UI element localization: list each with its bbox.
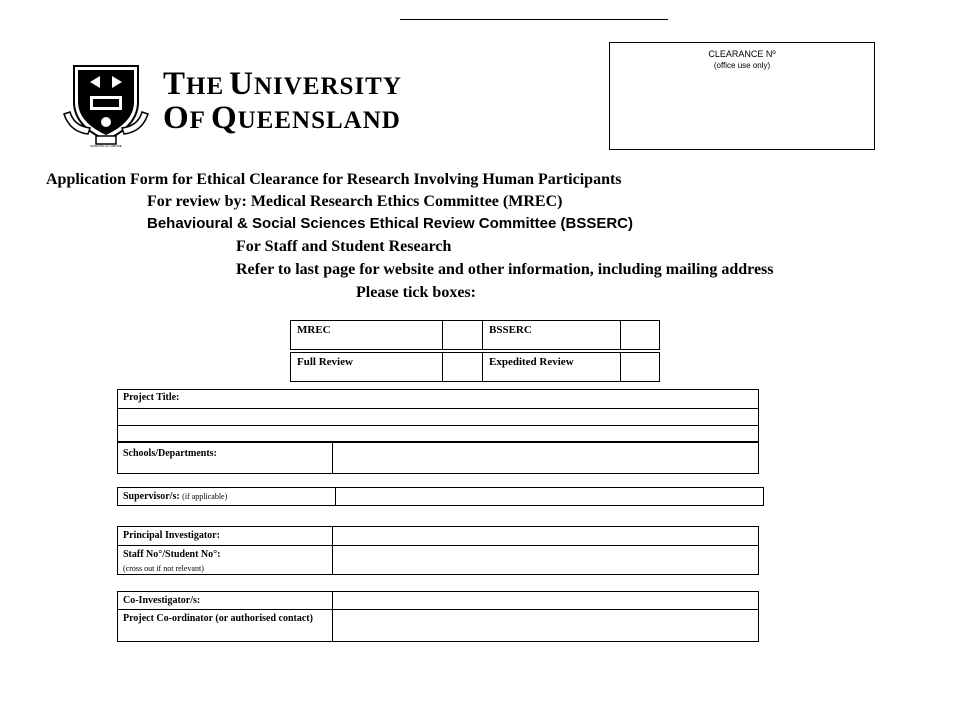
clearance-box [609,42,875,150]
schools-label: Schools/Departments: [118,443,333,473]
full-review-checkbox[interactable] [443,353,483,381]
university-crest-icon [60,62,152,148]
clearance-subtitle: (office use only) [713,61,771,70]
project-title-input-1[interactable] [118,408,758,425]
mrec-checkbox[interactable] [443,321,483,349]
review-by-heading: For review by: Medical Research Ethics Committee (MREC) [147,193,563,210]
clearance-title: CLEARANCE Nº [708,49,776,59]
project-title-table [117,389,759,442]
expedited-review-label: Expedited Review [483,353,621,381]
form-title: Application Form for Ethical Clearance for Research Involving Human Participants [46,171,622,188]
schools-table [117,442,759,474]
co-investigator-table [117,591,759,642]
principal-investigator-label: Principal Investigator: [118,527,333,545]
co-investigator-label: Co-Investigator/s: [118,592,333,609]
top-rule [400,19,668,20]
bsserc-checkbox[interactable] [621,321,659,349]
project-title-input-2[interactable] [118,425,758,441]
supervisor-label: Supervisor/s: (if applicable) [118,488,336,505]
staff-no-input[interactable] [333,546,758,574]
bsserc-heading: Behavioural & Social Sciences Ethical Review Committee (BSSERC) [147,215,633,232]
principal-investigator-table [117,526,759,575]
project-coordinator-input[interactable] [333,610,758,641]
university-name-line2: OF QUEENSLAND [163,100,401,136]
supervisor-table [117,487,764,506]
university-name-line1: THE UNIVERSITY [163,66,402,102]
bsserc-label: BSSERC [483,321,621,349]
crest-motto: SCIENTIA AC LABORE [90,144,122,148]
mrec-label: MREC [291,321,443,349]
co-investigator-input[interactable] [333,592,758,609]
staff-student-heading: For Staff and Student Research [236,238,452,255]
schools-input[interactable] [333,443,758,473]
full-review-label: Full Review [291,353,443,381]
project-title-label: Project Title: [123,392,180,403]
staff-no-label: Staff No°/Student No°: (cross out if not relevant) [118,546,333,574]
supervisor-input[interactable] [336,488,763,505]
committee-tick-table [290,320,660,350]
tick-boxes-heading: Please tick boxes: [356,284,476,301]
principal-investigator-input[interactable] [333,527,758,545]
review-type-tick-table [290,352,660,382]
project-coordinator-label: Project Co-ordinator (or authorised contact) [118,610,333,641]
expedited-review-checkbox[interactable] [621,353,659,381]
refer-heading: Refer to last page for website and other information, including mailing address [236,261,774,278]
